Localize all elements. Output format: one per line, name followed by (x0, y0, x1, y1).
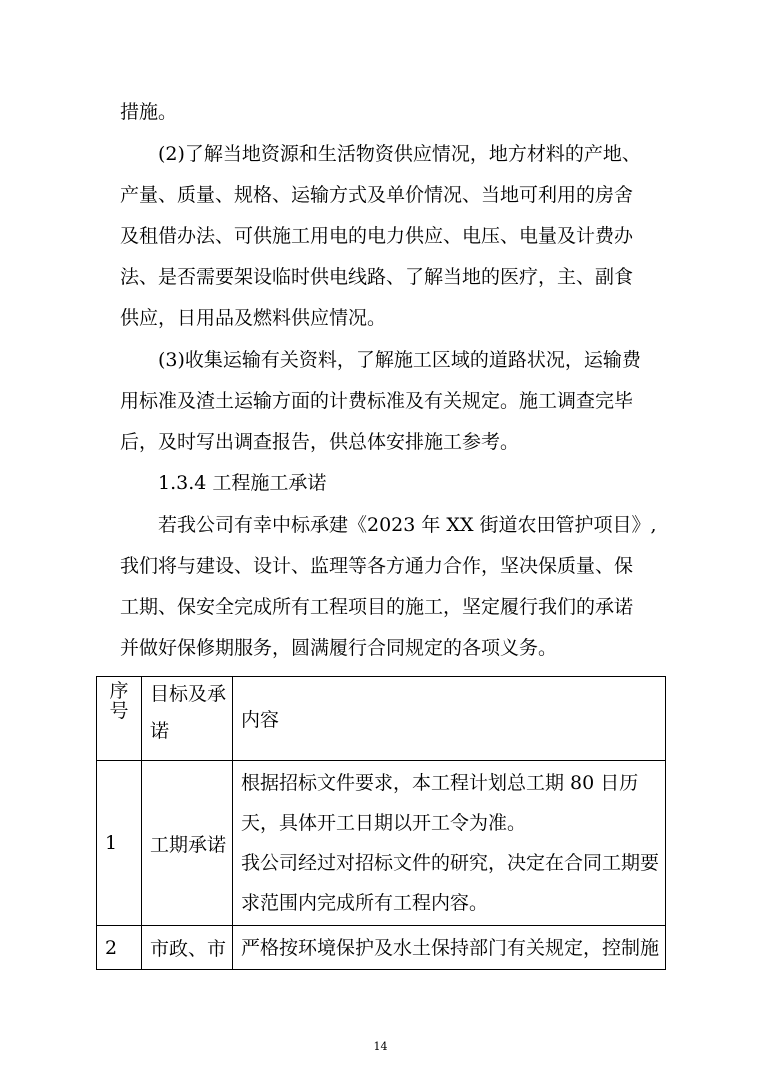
row-content-line: 求范围内完成所有工程内容。 (241, 892, 489, 914)
table-row (97, 926, 666, 970)
row-no (97, 761, 142, 926)
paragraph-line: 法、是否需要架设临时供电线路、了解当地的医疗，主、副食 (120, 266, 634, 288)
header-content (233, 677, 666, 761)
row-no-value: 1 (105, 832, 118, 854)
row-target (142, 761, 233, 926)
header-target (142, 677, 233, 761)
paragraph-line: 用标准及渣土运输方面的计费标准及有关规定。施工调查完毕 (120, 390, 634, 412)
row-content-line: 严格按环境保护及水土保持部门有关规定，控制施 (241, 936, 660, 959)
paragraph-line: 供应，日用品及燃料供应情况。 (120, 307, 387, 329)
row-content-line: 我公司经过对招标文件的研究，决定在合同工期要 (241, 852, 660, 874)
page-number: 14 (373, 1040, 388, 1053)
header-target-line2: 诺 (150, 720, 170, 742)
header-target-line1: 目标及承 (150, 683, 227, 705)
header-no-line1: 序 (109, 680, 129, 702)
header-no-line2: 号 (109, 700, 129, 722)
header-no (97, 677, 142, 761)
row-target-value: 市政、市 (150, 938, 227, 960)
row-content (233, 761, 666, 926)
paragraph-line: 并做好保修期服务，圆满履行合同规定的各项义务。 (120, 637, 558, 659)
paragraph-line: (2)了解当地资源和生活物资供应情况，地方材料的产地、 (158, 143, 641, 165)
paragraph-line: 工期、保安全完成所有工程项目的施工，坚定履行我们的承诺 (120, 596, 634, 618)
section-heading: 1.3.4 工程施工承诺 (158, 472, 327, 494)
row-no (97, 926, 142, 970)
row-content-line: 根据招标文件要求，本工程计划总工期 80 日历 (241, 772, 639, 794)
paragraph-line: 产量、质量、规格、运输方式及单价情况、当地可利用的房舍 (120, 184, 634, 206)
paragraph-line: 措施。 (120, 101, 178, 123)
paragraph-line: 及租借办法、可供施工用电的电力供应、电压、电量及计费办 (120, 225, 634, 247)
table-row (97, 761, 666, 926)
paragraph-line: 我们将与建设、设计、监理等各方通力合作，坚决保质量、保 (120, 555, 634, 577)
row-target-value: 工期承诺 (150, 833, 227, 856)
paragraph-line: (3)收集运输有关资料，了解施工区域的道路状况，运输费 (158, 349, 641, 371)
paragraph-line: 若我公司有幸中标承建《2023 年 XX 街道农田管护项目》, (158, 514, 657, 536)
header-content-label: 内容 (241, 709, 280, 731)
row-no-value: 2 (105, 936, 118, 959)
row-content (233, 926, 666, 970)
table-header-row (97, 677, 666, 761)
row-content-line: 天，具体开工日期以开工令为准。 (241, 812, 527, 834)
row-target (142, 926, 233, 970)
commitment-table (96, 676, 666, 970)
paragraph-line: 后，及时写出调查报告，供总体安排施工参考。 (120, 431, 520, 453)
